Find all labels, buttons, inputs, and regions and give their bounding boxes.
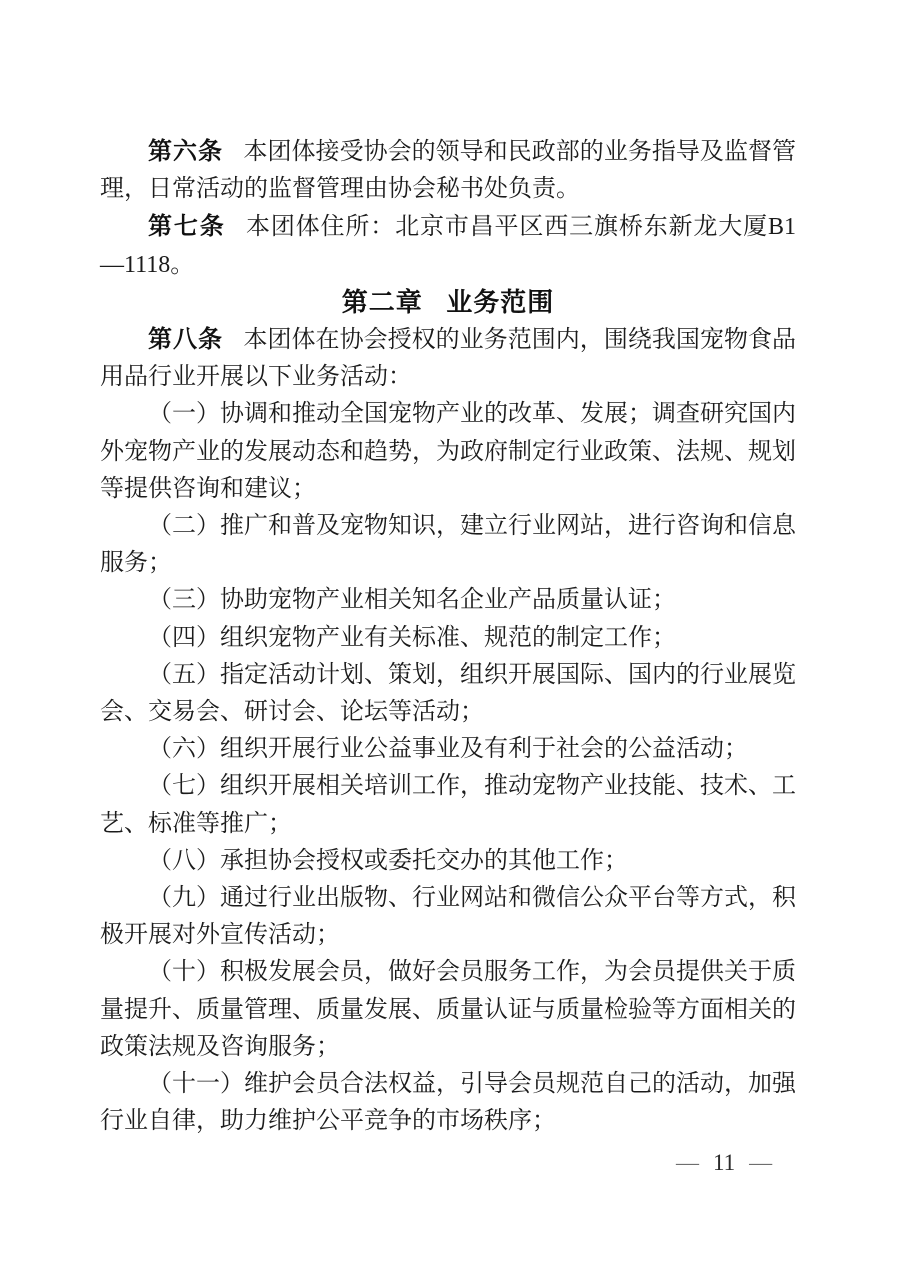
business-item-4: （四）组织宠物产业有关标准、规范的制定工作； <box>148 624 676 651</box>
business-item-1: （一）协调和推动全国宠物产业的改革、发展；调查研究国内外宠物产业的发展动态和趋势，为政府制定行业政策、法规、规划等提供咨询和建议； <box>100 401 796 502</box>
article-7-paragraph <box>100 208 796 283</box>
article-6-text: 本团体接受协会的领导和民政部的业务指导及监督管理，日常活动的监督管理由协会秘书处负责。 <box>100 139 797 203</box>
page-number <box>676 1150 772 1176</box>
business-item-9: （九）通过行业出版物、行业网站和微信公众平台等方式，积极开展对外宣传活动； <box>100 885 796 949</box>
chapter-2-label: 第二章 <box>341 286 423 317</box>
article-8-paragraph <box>100 321 796 396</box>
business-item-3: （三）协助宠物产业相关知名企业产品质量认证； <box>148 587 676 614</box>
chapter-2-heading <box>100 284 796 321</box>
business-item-8: （八）承担协会授权或委托交办的其他工作； <box>148 847 628 874</box>
article-6-paragraph <box>100 133 796 208</box>
business-item-11: （十一）维护会员合法权益，引导会员规范自己的活动，加强行业自律，助力维护公平竞争的市场秩序； <box>100 1071 796 1135</box>
article-7-label: 第七条 <box>148 213 226 241</box>
business-item-7: （七）组织开展相关培训工作，推动宠物产业技能、技术、工艺、标准等推广； <box>100 773 796 837</box>
article-7-text: 本团体住所：北京市昌平区西三旗桥东新龙大厦B1—1118。 <box>100 214 796 278</box>
article-8-text: 本团体在协会授权的业务范围内，围绕我国宠物食品用品行业开展以下业务活动： <box>100 327 797 391</box>
business-item-10: （十）积极发展会员，做好会员服务工作，为会员提供关于质量提升、质量管理、质量发展、质量认证与质量检验等方面相关的政策法规及咨询服务； <box>100 959 796 1060</box>
page-number-right-dash: — <box>749 1150 773 1175</box>
document-body <box>100 133 796 1140</box>
article-6-label: 第六条 <box>148 138 224 165</box>
business-item-5: （五）指定活动计划、策划，组织开展国际、国内的行业展览会、交易会、研讨会、论坛等活动； <box>100 661 796 726</box>
business-item-2: （二）推广和普及宠物知识，建立行业网站，进行咨询和信息服务； <box>100 513 796 577</box>
article-8-label: 第八条 <box>148 326 224 354</box>
chapter-2-title: 业务范围 <box>446 286 555 317</box>
page-number-value: 11 <box>713 1150 736 1175</box>
business-item-6: （六）组织开展行业公益事业及有利于社会的公益活动； <box>148 736 748 763</box>
page-number-left-dash: — <box>676 1150 699 1175</box>
